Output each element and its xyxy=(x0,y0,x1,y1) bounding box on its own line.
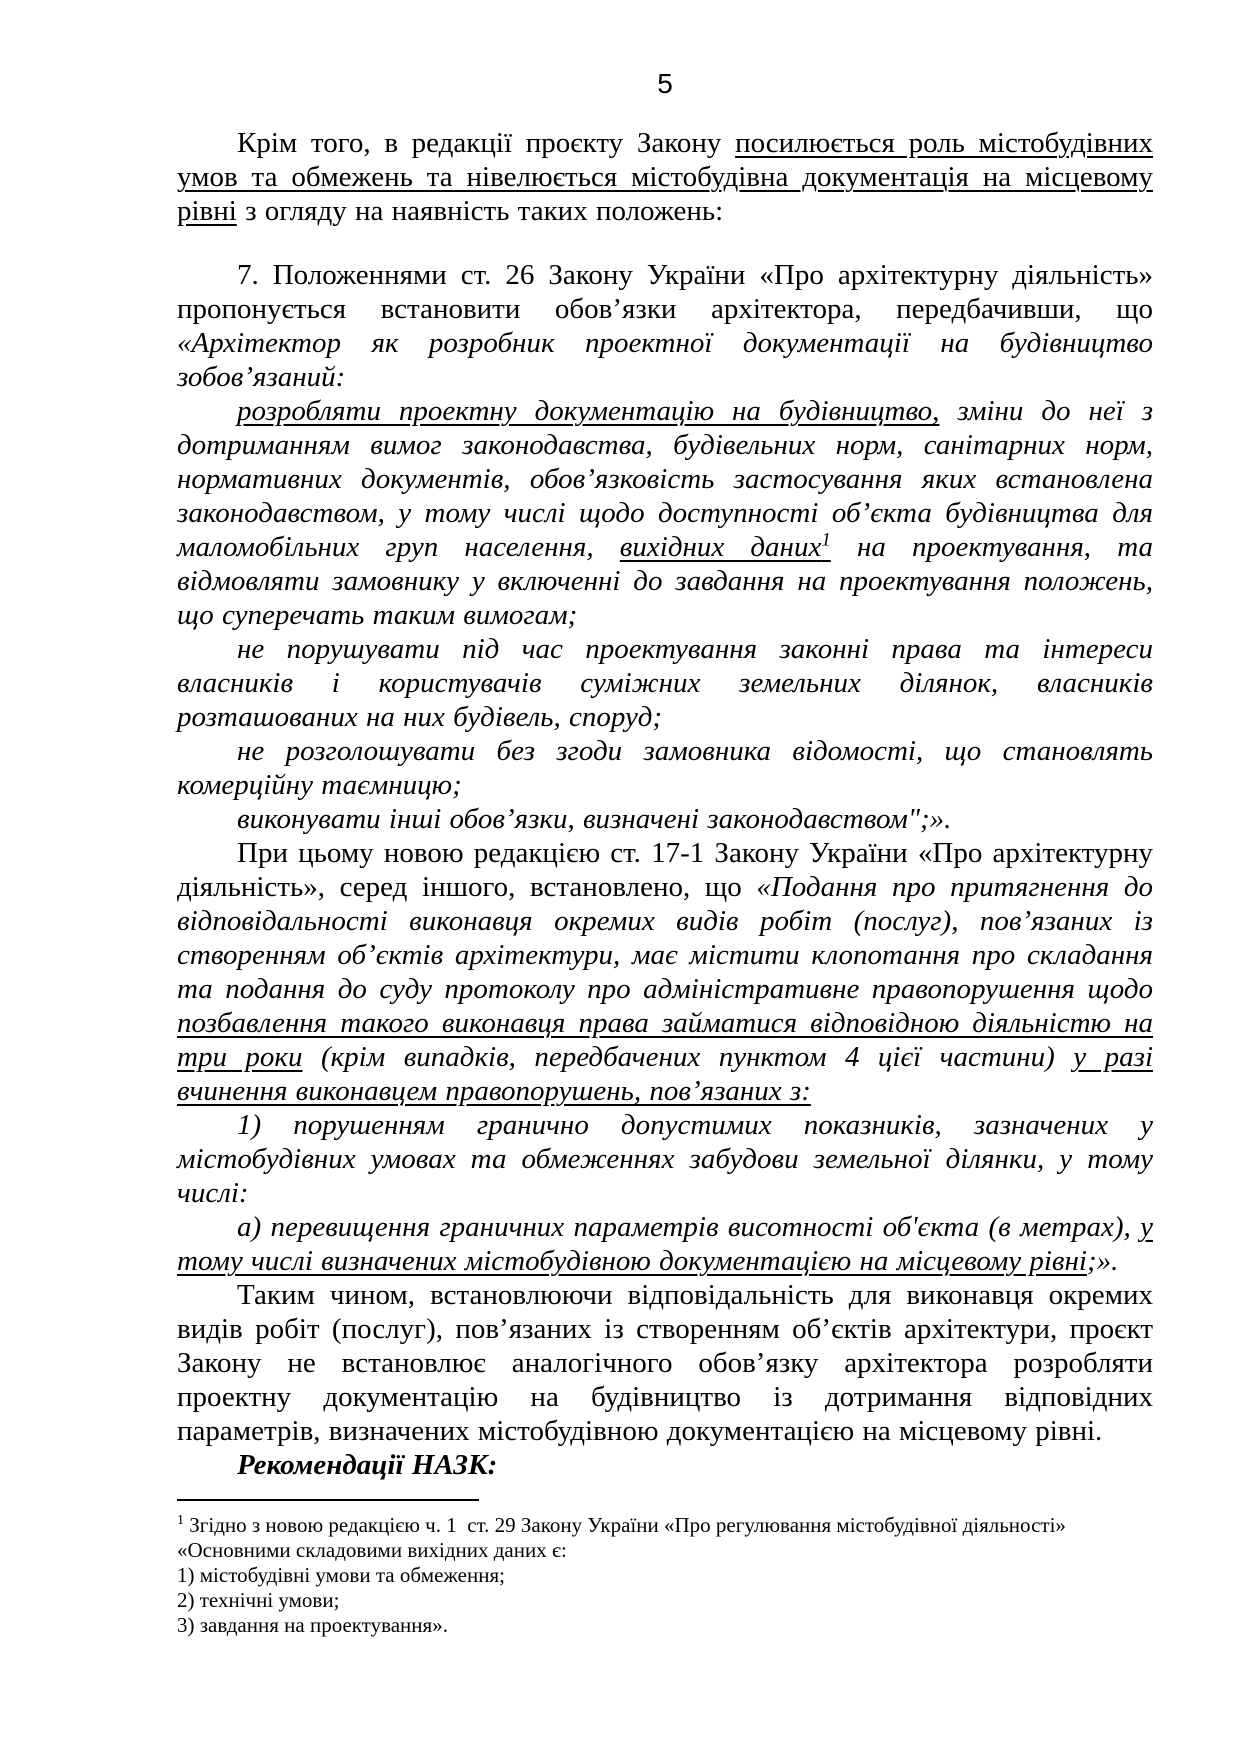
text-run: (крім випадків, передбачених пунктом 4 цієї частини) xyxy=(302,1041,1074,1073)
document-body xyxy=(177,126,1153,1482)
paragraph-quote-duties xyxy=(177,394,1153,632)
footnote-line: 3) завдання на проектування». xyxy=(177,1613,448,1637)
recommendations-heading: Рекомендації НАЗК: xyxy=(237,1449,498,1481)
text-run: 7. Положеннями ст. 26 Закону України «Про архітектурну діяльність» пропонується встановити обов’язки архітектора, передбачивши, що xyxy=(177,259,1153,325)
underlined-text xyxy=(620,531,831,563)
footnote-line xyxy=(177,1513,1153,1538)
footnote-separator-line xyxy=(177,1499,479,1501)
text-run: а) перевищення граничних параметрів висотності об'єкта (в метрах), xyxy=(237,1211,1141,1243)
text-run: ;». xyxy=(1086,1245,1119,1277)
footnote-reference: 1 xyxy=(821,529,831,551)
text-run: При цьому новою редакцією ст. 17-1 Закону України «Про архітектурну діяльність», серед іншого, встановлено, що xyxy=(177,837,1153,903)
footnote-line: 2) технічні умови; xyxy=(177,1588,340,1612)
underlined-text: посилюється роль містобудівних умов та обмежень та нівелюється містобудівна документація на місцевому рівні xyxy=(177,127,1153,227)
footnote-marker: 1 xyxy=(177,1513,184,1528)
underlined-text: у тому числі визначених містобудівною документацією на місцевому рівні xyxy=(177,1211,1153,1277)
paragraph-quote-other-duties: виконувати інші обов’язки, визначені законодавством";». xyxy=(237,803,952,835)
paragraph-intro xyxy=(177,126,1153,228)
underlined-text: у разі вчинення виконавцем правопорушень, пов’язаних з: xyxy=(177,1041,1154,1107)
paragraph-quote-no-violation: не порушувати під час проектування законні права та інтереси власників і користувачів суміжних земельних ділянок, власників розташованих на них будівель, споруд; xyxy=(177,633,1153,733)
quoted-italic-text: «Архітектор як розробник проектної документації на будівництво зобов’язаний: xyxy=(177,327,1153,393)
text-run: з огляду на наявність таких положень: xyxy=(236,195,724,227)
page-number: 5 xyxy=(657,68,673,99)
text-run: зміни до неї з дотриманням вимог законодавства, будівельних норм, санітарних норм, нормативних документів, обов’язковість застосування яких встановлена законодавством, у тому числі щодо доступності об’єкта будівництва для маломобільних груп населення, xyxy=(177,395,1154,563)
underlined-text: розробляти проектну документацію на будівництво, xyxy=(237,395,940,427)
paragraph-quote-no-disclosure: не розголошувати без згоди замовника відомості, що становлять комерційну таємницю; xyxy=(177,735,1153,801)
paragraph-art-17-1 xyxy=(177,836,1153,1108)
underlined-text: позбавлення такого виконавця права займатися відповідною діяльністю на три роки xyxy=(177,1007,1153,1073)
text-run: Крім того, в редакції проєкту Закону xyxy=(237,127,736,159)
paragraph-conclusion: Таким чином, встановлюючи відповідальність для виконавця окремих видів робіт (послуг), пов’язаних із створенням об’єктів архітектури, проєкт Закону не встановлює аналогічного обов’язку архітектора розробляти проектну документацію на будівництво із дотримання відповідних параметрів, визначених містобудівною документацією на місцевому рівні. xyxy=(177,1279,1153,1447)
footnote-line: 1) містобудівні умови та обмеження; xyxy=(177,1563,505,1587)
footnote-text: Згідно з новою редакцією ч. 1 ст. 29 Закону України «Про регулювання містобудівної діяльності» xyxy=(184,1513,1066,1537)
paragraph-subitem-1: 1) порушенням гранично допустимих показників, зазначених у містобудівних умовах та обмеженнях забудови земельної ділянки, у тому числі: xyxy=(177,1109,1153,1209)
footnote-line: «Основними складовими вихідних даних є: xyxy=(177,1538,567,1562)
footnote-section xyxy=(177,1499,1153,1638)
text-run: вихідних даних xyxy=(619,531,822,563)
paragraph-item-7 xyxy=(177,258,1153,394)
text-run: на проектування, та відмовляти замовнику у включенні до завдання на проектування положень, що суперечать таким вимогам; xyxy=(177,531,1154,631)
quoted-italic-text: «Подання про притягнення до відповідальності виконавця окремих видів робіт (послуг), пов’язаних із створенням об’єктів архітектури, має містити клопотання про складання та подання до суду протоколу про адміністративне правопорушення щодо xyxy=(177,871,1153,1005)
paragraph-subitem-a xyxy=(177,1210,1153,1278)
